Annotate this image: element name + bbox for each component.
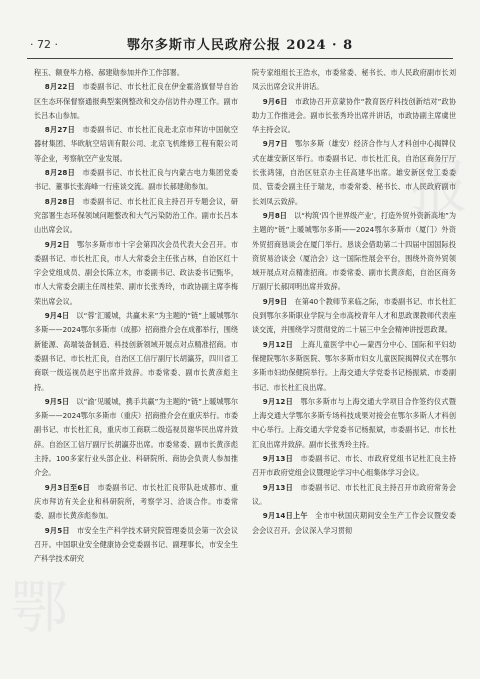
chronicle-entry: [34, 123, 238, 166]
entry-text: 上海儿童医学中心—蒙西分中心、国际和平妇幼保健院鄂尔多斯医院、鄂尔多斯市妇女儿童医院揭牌仪式在鄂尔多斯市妇幼保健院举行。上海交通大学党委书记杨振斌、市委副书记、市长杜汇良出席。: [252, 339, 456, 392]
entry-text: 市委副书记、市长杜汇良带队赴成都市、重庆市拜访有关企业和科研院所，考察学习、洽谈合作。市委常委、副市长黄彦彪参加。: [34, 482, 238, 521]
entry-date: 9月12日: [262, 396, 294, 406]
chronicle-entry: [252, 338, 456, 395]
entry-date: 8月27日: [44, 125, 76, 135]
page-number: · 72 ·: [30, 38, 58, 51]
entry-text: 市委副书记、市长、市政府党组书记杜汇良主持召开市政府党组会议暨理论学习中心组集体学习会议。: [252, 454, 456, 478]
entry-date: 9月9日: [262, 296, 288, 306]
entry-text: 程玉、额登毕力格、郝建勋参加并作工作部署。: [34, 68, 184, 77]
chronicle-entry: [34, 166, 238, 195]
entry-text: 市安全生产科学技术研究院管理委员会第一次会议召开。中国职业安全健康协会党委副书记、副理事长，市安全生产科学技术研究: [34, 525, 238, 564]
entry-text: 市委副书记、市长杜汇良赴北京市拜访中国航空器材集团、华欧航空培训有限公司、北京飞机维修工程有限公司等企业，考察航空产业发展。: [34, 125, 238, 163]
entry-text: 市委副书记、市长杜汇良在伊金霍洛旗督导自治区生态环保督察通报典型案例整改和交办信访件办理工作。副市长吕本山参加。: [34, 82, 238, 120]
chronicle-entry: [252, 452, 456, 481]
entry-date: 9月2日: [44, 239, 70, 249]
chronicle-entry: [34, 238, 238, 309]
chronicle-entry: [34, 481, 238, 524]
entry-text: 全市中秋国庆期间安全生产工作会议暨安委会会议召开。会议深入学习贯彻: [252, 511, 456, 535]
watermark-right: 报: [410, 153, 469, 221]
chronicle-entry: [34, 524, 238, 567]
chronicle-entry: [252, 137, 456, 208]
entry-date: 8月22日: [44, 82, 76, 92]
chronicle-entry: [34, 309, 238, 395]
chronicle-entry: [34, 395, 238, 481]
chronicle-entry: [252, 95, 456, 138]
entry-text: 鄂尔多斯市与上海交通大学项目合作签约仪式暨上海交通大学鄂尔多斯专场科技成果对接会在鄂尔多斯人才科创中心举行。上海交通大学党委书记杨振斌，市委副书记、市长杜汇良出席并致辞。副市长张秀玲主持。: [252, 396, 456, 449]
header-rule: [27, 58, 453, 59]
right-column: [252, 66, 456, 538]
entry-text: 市政协召开京蒙协作“教育医疗科技创新结对”政协助力工作推进会。副市长张秀玲出席并讲话，市政协副主席虞世华主持会议。: [252, 96, 457, 135]
chronicle-entry: [252, 395, 456, 452]
entry-text: 以“蓉’汇暖城，共赢未来”为主题的“链”上暖城鄂尔多斯——2024鄂尔多斯市（成都）招商推介会在成都举行，围绕新能源、高端装备制造、科技创新领域开展点对点精准招商。市委副书记、市长杜汇良，自治区工信厅副厅长胡瀛芬，四川省工商联一级巡视员赵宇出席并致辞。市委常委、副市长黄彦彪主持。: [34, 311, 238, 392]
entry-date: 9月13日: [262, 482, 294, 492]
entry-date: 9月5日: [44, 396, 70, 406]
entry-date: 9月12日: [262, 339, 294, 349]
entry-text: 市委副书记、市长杜汇良主持召开市政府常务会议。: [252, 482, 456, 506]
entry-date: 9月8日: [262, 210, 287, 220]
chronicle-entry: [252, 295, 456, 338]
chronicle-entry: [34, 66, 238, 80]
entry-text: 院专家组组长王浩水，市委常委、秘书长、市人民政府副市长刘凤云出席会议并讲话。: [252, 68, 456, 92]
chronicle-entry: [34, 80, 238, 123]
chronicle-entry: [252, 209, 456, 295]
left-column: [34, 66, 238, 566]
entry-date: 9月3日至6日: [44, 482, 91, 492]
watermark-left: 鄂: [10, 573, 69, 641]
entry-text: 以“构筑‘四个世界级产业’，打造外贸外资新高地”为主题的“链”上暖城鄂尔多斯——2024鄂尔多斯市（厦门）外资外贸招商恳谈会在厦门举行。恳谈会借助第二十四届中国国际投资贸易洽谈会（厦洽会）这一国际性展会平台，围绕外资外贸领域开展点对点精准招商。市委常委、副市长黄彦彪，自治区商务厅副厅长郝同明出席并致辞。: [252, 210, 456, 292]
entry-date: 8月28日: [44, 196, 76, 206]
chronicle-entry: [252, 481, 456, 510]
entry-text: 市委副书记、市长杜汇良与内蒙古电力集团党委书记、董事长张海峰一行座谈交流。副市长郝建勋参加。: [34, 168, 238, 192]
entry-date: 9月6日: [262, 96, 288, 106]
journal-title: 鄂尔多斯市人民政府公报 2024 · 8: [126, 38, 354, 53]
entry-date: 9月4日: [44, 311, 70, 321]
entry-text: 市委副书记、市长杜汇良主持召开专题会议，研究部署生态环保领域问题整改和大气污染防治工作。副市长吕本山出席会议。: [34, 196, 238, 235]
entry-date: 9月13日: [262, 454, 294, 464]
entry-text: 鄂尔多斯（雄安）经济合作与人才科创中心揭牌仪式在雄安新区举行。市委副书记、市长杜汇良，自治区商务厅厅长张鸿翎，自治区驻京办主任高建华出席。雄安新区党工委委员、管委会副主任于瑞龙，市委常委、秘书长、市人民政府副市长刘凤云致辞。: [252, 139, 456, 206]
entry-text: 在第40个教师节来临之际，市委副书记、市长杜汇良到鄂尔多斯职业学院与全市高校青年人才和思政课教师代表座谈交流，并围绕学习贯彻党的二十届三中全会精神讲授思政课。: [252, 296, 457, 335]
entry-text: 以“渝’见暖城，携手共赢”为主题的“链”上暖城鄂尔多斯——2024鄂尔多斯市（重庆）招商推介会在重庆举行。市委副书记、市长杜汇良，重庆市工商联二级巡视员谢华民出席并致辞。自治区工信厅副厅长胡瀛芬出席。市委常委、副市长黄彦彪主持。100多家行业头部企业、科研院所、商协会负责人参加推介会。: [34, 396, 238, 478]
entry-date: 9月7日: [262, 139, 288, 149]
chronicle-entry: [252, 509, 456, 538]
entry-text: 鄂尔多斯市市十字会第四次会员代表大会召开。市委副书记、市长杜汇良，市人大常委会主任张占林，自治区红十字会党组成员、副会长陈立木，市委副书记、政法委书记甄华，市人大常委会副主任周桂荣、副市长张秀玲，市政协副主席李梅荣出席会议。: [34, 239, 238, 306]
chronicle-entry: [34, 195, 238, 238]
page-header: [0, 0, 480, 58]
entry-date: 9月14日上午: [262, 511, 308, 521]
entry-date: 8月28日: [44, 168, 76, 178]
entry-date: 9月5日: [44, 525, 70, 535]
chronicle-entry: [252, 66, 456, 95]
